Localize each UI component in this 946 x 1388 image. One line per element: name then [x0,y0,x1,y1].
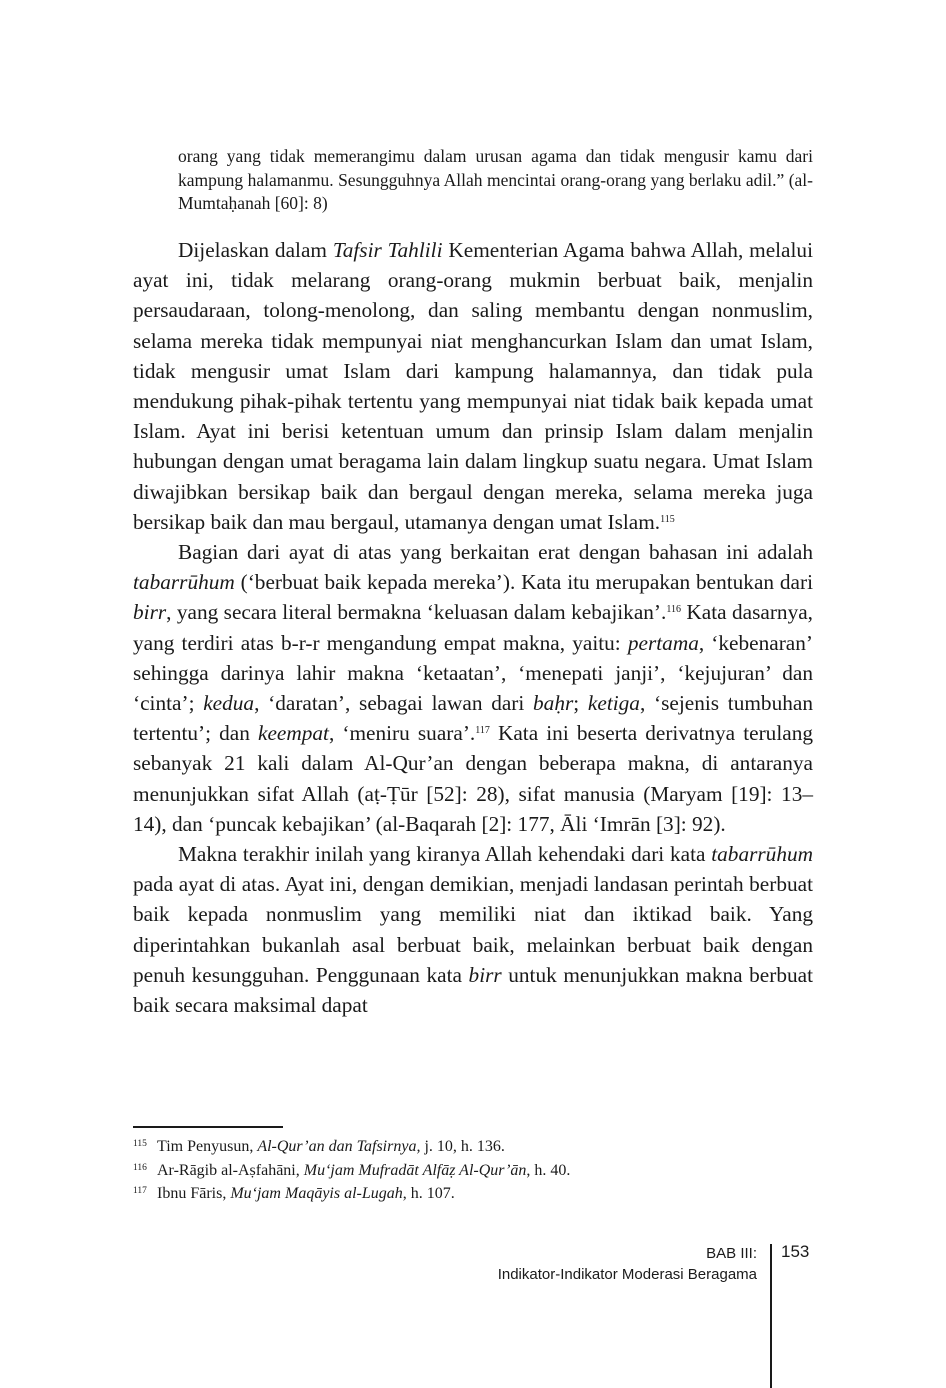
footnotes [133,1134,570,1205]
text-run: j. 10, h. 136. [420,1138,505,1155]
text-run: Kata dasarnya, yang terdiri atas b-r-r mengandung empat makna, yaitu: [133,600,813,655]
italic-term: pertama [627,630,699,655]
italic-term: kedua [203,691,255,716]
paragraph [133,537,813,839]
footnote-ref: 116 [666,604,681,616]
italic-term: ketiga [587,691,640,716]
footnote-number: 116 [133,1162,147,1173]
italic-term: baḥr [533,691,574,716]
text-run: ; [573,691,588,716]
footnote [133,1181,570,1205]
footnote-number: 115 [133,1139,147,1149]
footer-divider [770,1244,772,1388]
text-run: , h. 40. [526,1161,571,1179]
page-number: 153 [781,1242,810,1261]
italic-term: Mu‘jam Mufradāt Alfāẓ Al-Qur’ān [303,1161,527,1179]
text-run: Makna terakhir inilah yang kiranya Allah kehendaki dari kata [178,842,712,867]
text-run: Ibnu Fāris, [157,1185,231,1202]
text-run: Dijelaskan dalam [178,238,333,262]
text-run: orang yang tidak memerangimu dalam urusan agama dan tidak mengusir kamu dari kampung halamanmu. Sesungguhnya Allah mencintai orang-orang yang berlaku adil.” (al-Mumtaḥanah [60]: 8) [178,146,813,213]
body-text [133,235,813,1020]
block-quote [178,145,813,216]
footnote [133,1134,570,1158]
text-run: untuk menunjukkan makna berbuat baik secara maksimal dapat [133,962,813,1018]
text-run: Ar-Rāgib al-Aṣfahāni, [157,1161,304,1179]
italic-term: tabarrūhum [711,842,813,867]
text-run: , ‘sejenis tumbuhan tertentu’; dan [133,691,813,746]
italic-term: tabarrūhum [133,570,235,595]
chapter-title: Indikator-Indikator Moderasi Beragama [497,1266,757,1283]
text-run: , h. 107. [402,1185,455,1202]
chapter-label: BAB III: [706,1245,757,1262]
text-run: , ‘daratan’, sebagai lawan dari [254,691,534,716]
italic-term: Tafsir Tahlili [332,238,443,262]
italic-term: birr [133,600,167,625]
footnote-divider [133,1126,283,1128]
text-run: , ‘kebenaran’ sehingga darinya lahir makna ‘ketaatan’, ‘menepati janji’, ‘kejujuran’ dan ‘cinta’; [133,630,813,716]
footnote-number: 117 [133,1186,147,1196]
footnote [133,1158,570,1182]
italic-term: birr [468,962,502,987]
text-run: Tim Penyusun, [157,1138,258,1155]
italic-term: keempat [258,721,329,746]
paragraph [133,235,813,537]
text-run: , yang secara literal bermakna ‘keluasan dalam kebajikan’. [166,600,667,625]
footnote-ref: 117 [475,725,490,737]
italic-term: Al-Qur’an dan Tafsirnya, [257,1138,421,1155]
italic-term: Mu‘jam Maqāyis al-Lugah [230,1185,403,1202]
footnote-ref: 115 [660,513,675,525]
text-run: Bagian dari ayat di atas yang berkaitan erat dengan bahasan ini adalah [178,540,813,565]
paragraph [133,839,813,1020]
text-run: Kementerian Agama bahwa Allah, melalui ayat ini, tidak melarang orang-orang mukmin berbuat baik, menjalin persaudaraan, tolong-menolong, dan saling membantu dengan nonmuslim, selama mereka tidak mempunyai niat menghancurkan Islam dan umat Islam, tidak mengusir umat Islam dari kampung halamannya, dan tidak pula mendukung pihak-pihak tertentu yang mempunyai niat tidak baik kepada umat Islam. Ayat ini berisi ketentuan umum dan prinsip Islam dalam menjalin hubungan dengan umat beragama lain dalam lingkup suatu negara. Umat Islam diwajibkan bersikap baik dan bergaul dengan mereka, selama mereka juga bersikap baik dan mau bergaul, utamanya dengan umat Islam. [133,238,813,534]
text-run: (‘berbuat baik kepada mereka’). Kata itu merupakan bentukan dari [234,570,813,595]
text-run: Kata ini beserta derivatnya terulang sebanyak 21 kali dalam Al-Qur’an dengan beberapa makna, di antaranya menunjukkan sifat Allah (aṭ-Ṭūr [52]: 28), sifat manusia (Maryam [19]: 13–14), dan ‘puncak kebajikan’ (al-Baqarah [2]: 177, Āli ‘Imrān [3]: 92). [133,721,813,836]
text-run: pada ayat di atas. Ayat ini, dengan demikian, menjadi landasan perintah berbuat baik kepada nonmuslim yang memiliki niat dan iktikad baik. Yang diperintahkan bukanlah asal berbuat baik, melainkan berbuat baik dengan penuh kesungguhan. Penggunaan kata [133,872,813,987]
running-footer [498,1243,757,1285]
text-run: , ‘meniru suara’. [328,721,476,746]
